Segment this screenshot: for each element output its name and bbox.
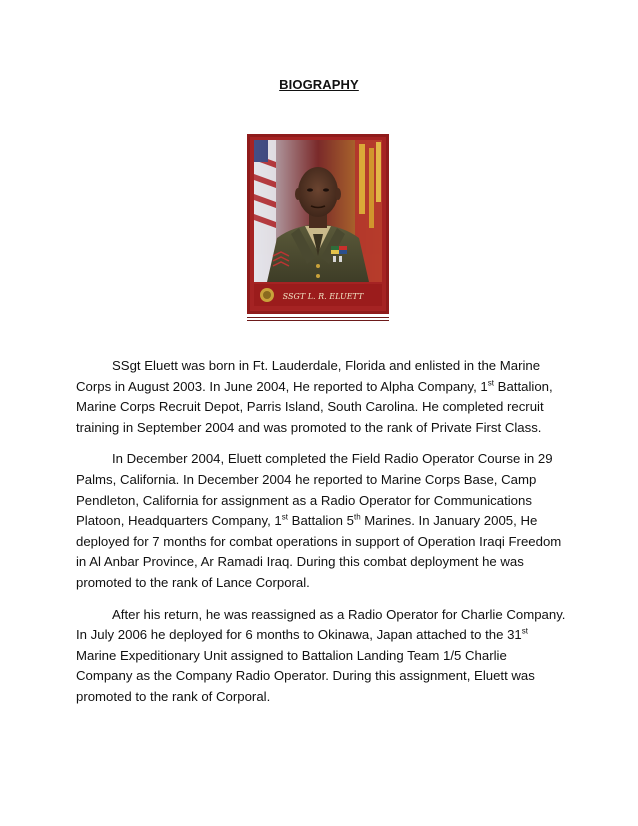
portrait-rule-lower	[247, 320, 389, 321]
paragraph-text: SSgt Eluett was born in Ft. Lauderdale, Florida and enlisted in the Marine Corps in August 2003. In June 2004, He reported to Alpha Company, 1	[76, 358, 541, 394]
paragraph-text: Battalion, Marine Corps Recruit Depot, Parris Island, South Carolina. He completed recruit training in September 2004 and was promoted to the rank of Private First Class.	[76, 378, 553, 435]
paragraph-2	[76, 449, 566, 593]
biography-body	[76, 356, 566, 719]
paragraph-text: Marine Expeditionary Unit assigned to Battalion Landing Team 1/5 Charlie Company as the Company Radio Operator. During this assignment, Eluett was promoted to the rank of Corporal.	[76, 647, 535, 704]
paragraph-1	[76, 356, 566, 438]
paragraph-text: Marines. In January 2005, He deployed for 7 months for combat operations in support of Operation Iraqi Freedom in Al Anbar Province, Ar Ramadi Iraq. During this combat deployment he was promoted to the rank of Lance Corporal.	[76, 513, 562, 590]
document-title: BIOGRAPHY	[279, 77, 359, 92]
ordinal-suffix: st	[521, 626, 528, 636]
portrait-image	[247, 134, 389, 314]
paragraph-text: After his return, he was reassigned as a Radio Operator for Charlie Company. In July 2006 he deployed for 6 months to Okinawa, Japan attached to the 31	[76, 606, 566, 643]
ordinal-suffix: st	[281, 512, 288, 522]
paragraph-3	[76, 605, 566, 708]
ordinal-suffix: th	[353, 512, 361, 522]
ordinal-suffix: st	[487, 378, 495, 388]
paragraph-text: In December 2004, Eluett completed the Field Radio Operator Course in 29 Palms, California. In December 2004 he reported to Marine Corps Base, Camp Pendleton, California for assignment as a Radio Operator for Communications Platoon, Headquarters Company, 1	[76, 451, 553, 529]
portrait-rule-upper	[247, 317, 389, 318]
official-portrait	[247, 134, 389, 314]
paragraph-text: Battalion 5	[287, 513, 354, 529]
portrait-nameplate: SSGT L. R. ELUETT	[282, 292, 364, 301]
